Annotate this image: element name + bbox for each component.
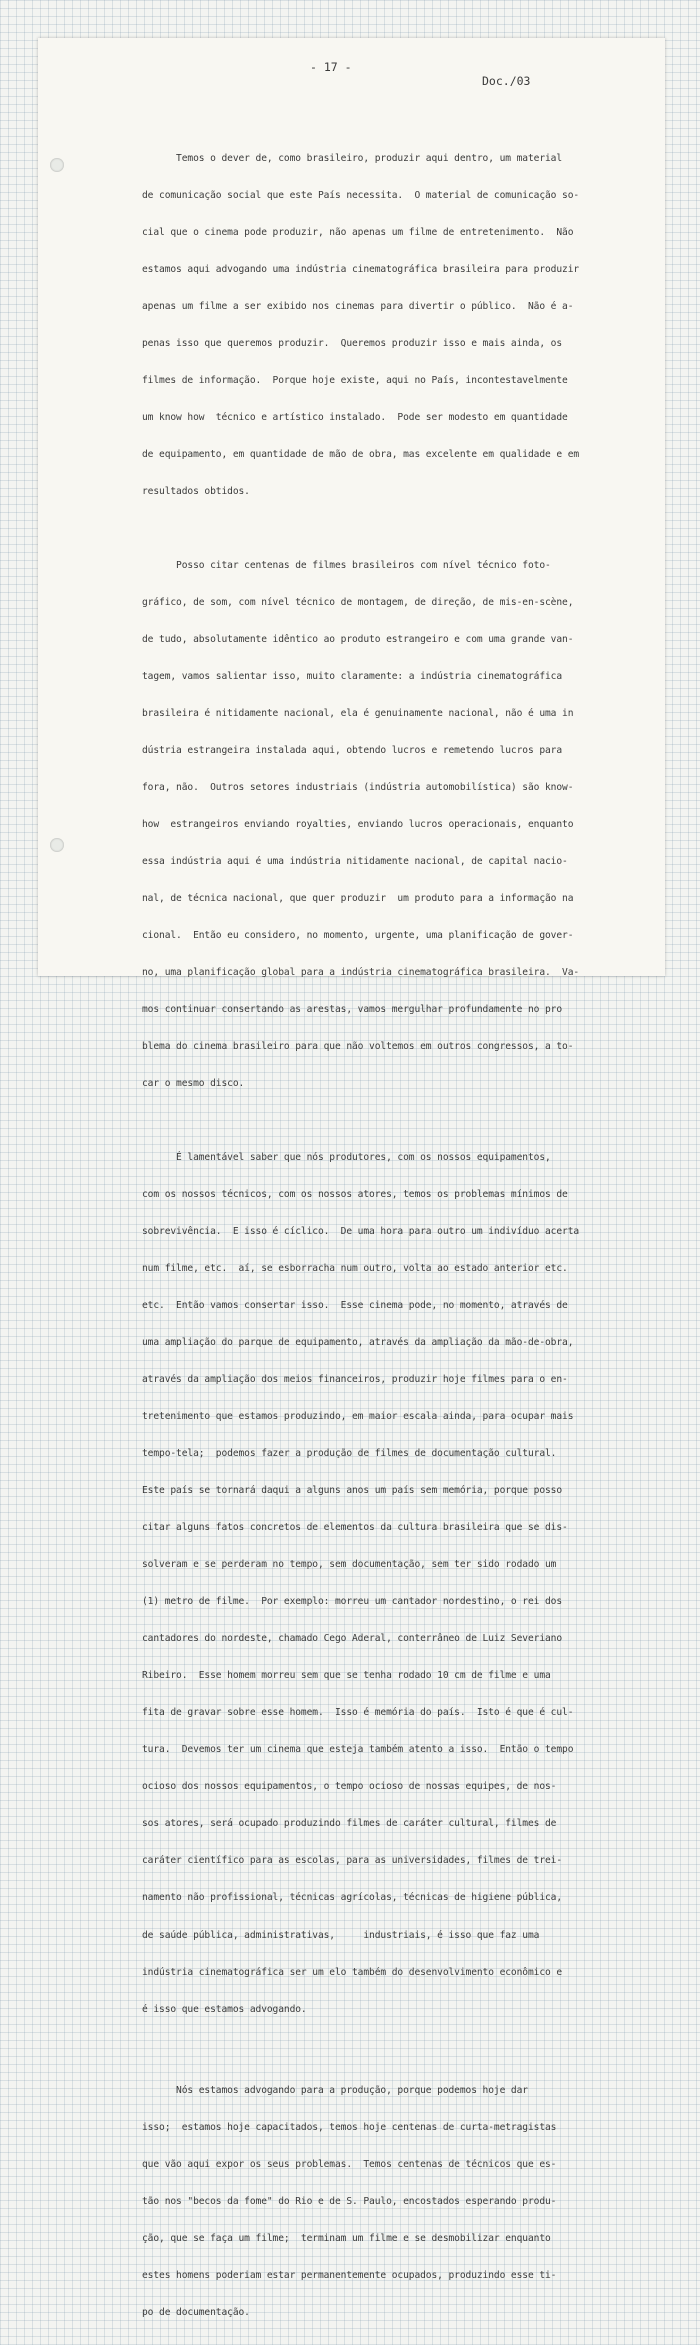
text-line: brasileira é nitidamente nacional, ela é genuinamente nacional, não é uma in (142, 707, 574, 719)
text-line: de tudo, absolutamente idêntico ao produto estrangeiro e com uma grande van- (142, 633, 574, 645)
text-line: tão nos "becos da fome" do Rio e de S. Paulo, encostados esperando produ- (142, 2196, 557, 2208)
text-line: Temos o dever de, como brasileiro, produzir aqui dentro, um material (142, 152, 563, 164)
text-line: Este país se tornará daqui a alguns anos um país sem memória, porque posso (142, 1485, 563, 1497)
paragraph-4 (142, 2061, 602, 2345)
text-line: estamos aqui advogando uma indústria cinematográfica brasileira para produzir (142, 263, 580, 275)
text-line: que vão aqui expor os seus problemas. Temos centenas de técnicos que es- (142, 2159, 557, 2171)
text-line: com os nossos técnicos, com os nossos atores, temos os problemas mínimos de (142, 1188, 568, 1200)
paragraph-2 (142, 535, 602, 1115)
text-line: tretenimento que estamos produzindo, em maior escala ainda, para ocupar mais (142, 1411, 574, 1423)
text-line: tagem, vamos salientar isso, muito claramente: a indústria cinematográfica (142, 670, 563, 682)
paragraph-3 (142, 1127, 602, 2040)
text-line: um know how técnico e artístico instalado. Pode ser modesto em quantidade (142, 411, 568, 423)
text-line: Posso citar centenas de filmes brasileiros com nível técnico foto- (142, 559, 551, 571)
text-line: po de documentação. (142, 2307, 250, 2319)
text-line: de saúde pública, administrativas, industriais, é isso que faz uma (142, 1929, 540, 1941)
punch-hole (50, 158, 64, 172)
text-line: citar alguns fatos concretos de elementos da cultura brasileira que se dis- (142, 1522, 568, 1534)
text-line: ocioso dos nossos equipamentos, o tempo ocioso de nossas equipes, de nos- (142, 1781, 557, 1793)
text-line: Ribeiro. Esse homem morreu sem que se tenha rodado 10 cm de filme e uma (142, 1670, 551, 1682)
text-line: através da ampliação dos meios financeiros, produzir hoje filmes para o en- (142, 1374, 568, 1386)
text-line: etc. Então vamos consertar isso. Esse cinema pode, no momento, através de (142, 1299, 568, 1311)
text-line: fita de gravar sobre esse homem. Isso é memória do país. Isto é que é cul- (142, 1707, 574, 1719)
text-line: mos continuar consertando as arestas, vamos mergulhar profundamente no pro (142, 1004, 563, 1016)
paragraph-1 (142, 128, 602, 523)
text-line: caráter científico para as escolas, para as universidades, filmes de trei- (142, 1855, 563, 1867)
text-line: cial que o cinema pode produzir, não apenas um filme de entretenimento. Não (142, 226, 574, 238)
text-line: no, uma planificação global para a indústria cinematográfica brasileira. Va- (142, 967, 580, 979)
text-line: tura. Devemos ter um cinema que esteja também atento a isso. Então o tempo (142, 1744, 574, 1756)
text-line: de equipamento, em quantidade de mão de obra, mas excelente em qualidade e em (142, 448, 580, 460)
text-line: isso; estamos hoje capacitados, temos hoje centenas de curta-metragistas (142, 2122, 557, 2134)
text-line: sobrevivência. E isso é cíclico. De uma hora para outro um indivíduo acerta (142, 1225, 580, 1237)
text-line: estes homens poderiam estar permanentemente ocupados, produzindo esse ti- (142, 2270, 557, 2282)
text-line: ção, que se faça um filme; terminam um filme e se desmobilizar enquanto (142, 2233, 551, 2245)
text-line: cantadores do nordeste, chamado Cego Aderal, conterrâneo de Luiz Severiano (142, 1633, 563, 1645)
text-line: blema do cinema brasileiro para que não voltemos em outros congressos, a to- (142, 1041, 574, 1053)
text-line: penas isso que queremos produzir. Queremos produzir isso e mais ainda, os (142, 337, 563, 349)
text-line: filmes de informação. Porque hoje existe, aqui no País, incontestavelmente (142, 374, 568, 386)
text-line: de comunicação social que este País necessita. O material de comunicação so- (142, 189, 580, 201)
text-line: apenas um filme a ser exibido nos cinemas para divertir o público. Não é a- (142, 300, 574, 312)
text-line: namento não profissional, técnicas agrícolas, técnicas de higiene pública, (142, 1892, 563, 1904)
text-line: uma ampliação do parque de equipamento, através da ampliação da mão-de-obra, (142, 1337, 574, 1348)
text-line: solveram e se perderam no tempo, sem documentação, sem ter sido rodado um (142, 1559, 557, 1571)
text-line: tempo-tela; podemos fazer a produção de filmes de documentação cultural. (142, 1448, 557, 1460)
document-reference: Doc./03 (482, 74, 531, 88)
text-line: indústria cinematográfica ser um elo também do desenvolvimento econômico e (142, 1966, 563, 1978)
document-body (142, 128, 602, 2345)
text-line: num filme, etc. aí, se esborracha num outro, volta ao estado anterior etc. (142, 1262, 568, 1274)
text-line: É lamentável saber que nós produtores, com os nossos equipamentos, (142, 1151, 551, 1163)
text-line: sos atores, será ocupado produzindo filmes de caráter cultural, filmes de (142, 1818, 557, 1830)
page-number: - 17 - (310, 60, 352, 74)
text-line: cional. Então eu considero, no momento, urgente, uma planificação de gover- (142, 930, 574, 941)
text-line: essa indústria aqui é uma indústria nitidamente nacional, de capital nacio- (142, 855, 568, 867)
text-line: Nós estamos advogando para a produção, porque podemos hoje dar (142, 2085, 528, 2097)
text-line: (1) metro de filme. Por exemplo: morreu um cantador nordestino, o rei dos (142, 1596, 563, 1608)
text-line: gráfico, de som, com nível técnico de montagem, de direção, de mis-en-scène, (142, 596, 574, 608)
text-line: dústria estrangeira instalada aqui, obtendo lucros e remetendo lucros para (142, 744, 563, 756)
text-line: é isso que estamos advogando. (142, 2003, 307, 2015)
text-line: car o mesmo disco. (142, 1078, 245, 1090)
text-line: fora, não. Outros setores industriais (indústria automobilística) são know- (142, 781, 574, 793)
text-line: nal, de técnica nacional, que quer produzir um produto para a informação na (142, 892, 574, 904)
text-line: how estrangeiros enviando royalties, enviando lucros operacionais, enquanto (142, 818, 574, 830)
text-line: resultados obtidos. (142, 485, 250, 497)
punch-hole (50, 838, 64, 852)
